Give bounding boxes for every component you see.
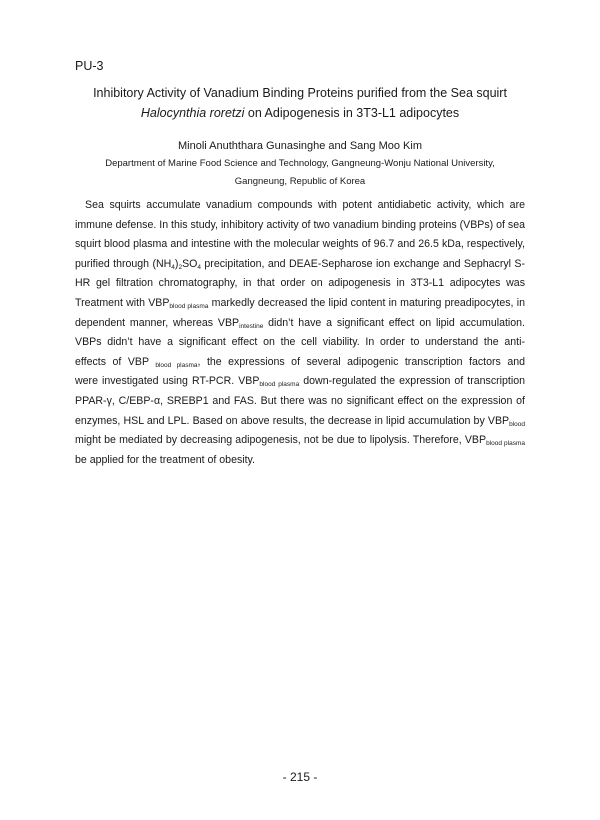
text-run: , the expressions of several adipogenic transcription factors and [197,355,525,368]
page-number: - 215 - [282,770,318,784]
subscript: blood plasma [486,440,525,448]
subscript: blood plasma [155,361,198,369]
abstract-line: squirt blood plasma and intestine with the molecular weights of 96.7 and 26.5 kDa, respectively, [75,238,525,251]
abstract-line [75,412,525,432]
text-run: might be mediated by decreasing adipogenesis, not be due to lipolysis. Therefore, VBP [75,434,487,447]
text-run: ) [174,257,179,270]
abstract-line: HR gel filtration chromatography, in that order on adipogenesis in 3T3-L1 adipocytes was [75,277,525,290]
authors: Minoli Anuththara Gunasinghe and Sang Moo Kim [178,140,422,152]
text-run: effects of VBP [75,355,156,368]
abstract-line: be applied for the treatment of obesity. [75,453,256,466]
title-line-2 [60,103,540,123]
text-run: were investigated using RT-PCR. VBP [75,375,260,388]
text-run: didn’t have a significant effect on lipid accumulation. [268,316,525,329]
affiliation-line-1: Department of Marine Food Science and Technology, Gangneung-Wonju National University, [105,158,495,169]
abstract-line: immune defense. In this study, inhibitory activity of two vanadium binding proteins (VBPs) of sea [75,218,525,231]
abstract-line [75,294,525,314]
abstract-line: Sea squirts accumulate vanadium compounds with potent antidiabetic activity, which are [85,199,525,211]
affiliation-line-2: Gangneung, Republic of Korea [234,176,366,187]
text-run: purified through (NH [75,257,172,270]
text-run: enzymes, HSL and LPL. Based on above results, the decrease in lipid accumulation by VBP [75,414,510,427]
abstract-line [75,431,525,451]
abstract-line [75,353,525,373]
species-name: Halocynthia roretzi [140,106,245,120]
text-run: SO [182,257,198,270]
abstract-line: VBPs didn’t have a significant effect on the cell viability. In order to understand the anti- [75,336,525,349]
title-line-1: Inhibitory Activity of Vanadium Binding Proteins purified from the Sea squirt [93,86,507,100]
subscript: 2 [178,263,183,271]
abstract-body [75,196,525,470]
subscript: 4 [171,263,175,271]
title-line-2-rest: on Adipogenesis in 3T3-L1 adipocytes [244,106,460,120]
subscript: blood plasma [259,381,300,389]
poster-code: PU-3 [75,59,104,73]
text-run: markedly decreased the lipid content in maturing preadipocytes, in [211,296,525,309]
text-run: dependent manner, whereas VBP [75,316,240,329]
subscript: intestine [239,322,264,330]
abstract-line [75,255,525,275]
text-run: precipitation, and DEAE-Sepharose ion exchange and Sephacryl S- [204,257,525,270]
text-run: down-regulated the expression of transcription [303,375,525,388]
subscript: 4 [197,263,202,271]
abstract-line [75,314,525,334]
abstract-line [75,372,525,392]
text-run: Treatment with VBP [75,296,170,309]
subscript: blood [509,420,525,428]
subscript: blood plasma [169,302,209,310]
abstract-line: PPAR-γ, C/EBP-α, SREBP1 and FAS. But there was no significant effect on the expression of [75,394,525,407]
